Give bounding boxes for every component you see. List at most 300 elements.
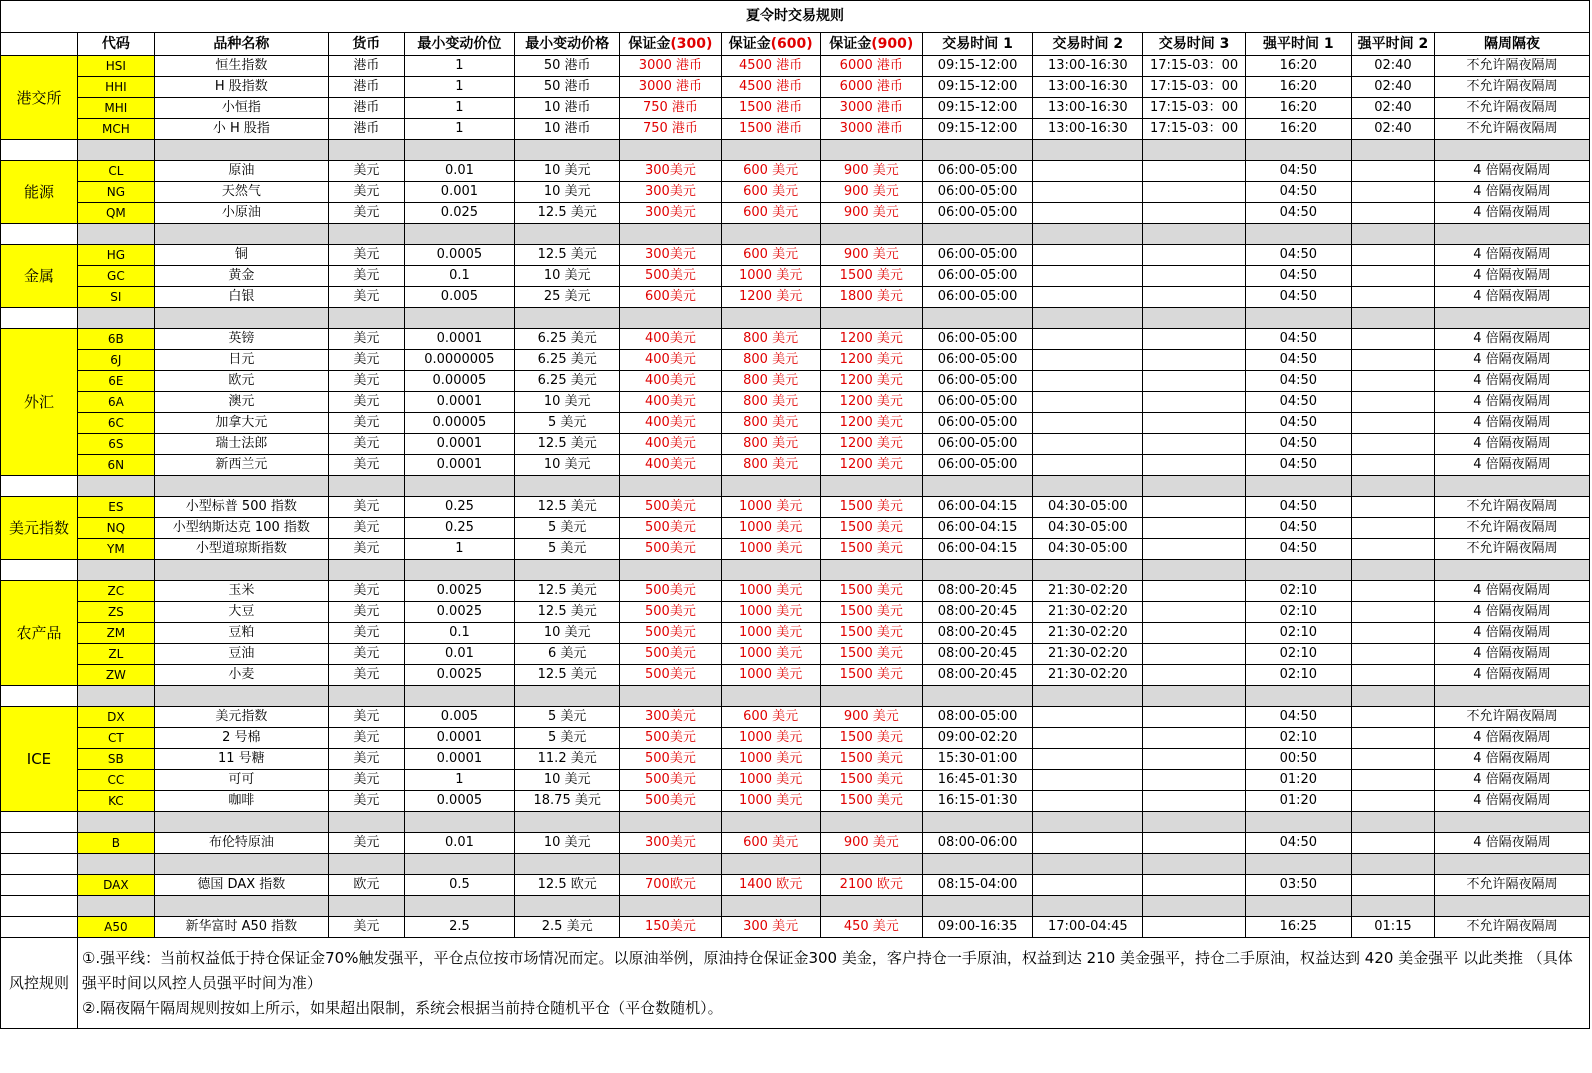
margin-600-cell: 1200 美元: [721, 287, 820, 308]
table-row: [1, 518, 1590, 539]
code-cell: 6J: [77, 350, 154, 371]
separator-cell: [328, 896, 404, 917]
margin-900-cell: 900 美元: [820, 161, 922, 182]
liq-time-2-cell: [1351, 602, 1434, 623]
separator-cell: [1351, 560, 1434, 581]
liq-time-1-cell: 16:25: [1245, 917, 1351, 938]
margin-300-cell: 500美元: [620, 644, 721, 665]
separator-cell: [620, 140, 721, 161]
separator-cell: [328, 476, 404, 497]
margin-300-cell: 400美元: [620, 329, 721, 350]
group-separator: [1, 812, 1590, 833]
separator-cell: [404, 812, 514, 833]
table-row: [1, 413, 1590, 434]
trade-time-2-cell: [1033, 875, 1143, 896]
code-cell: HHI: [77, 77, 154, 98]
trade-time-2-cell: 21:30-02:20: [1033, 581, 1143, 602]
trade-time-1-cell: 06:00-05:00: [922, 245, 1032, 266]
min-tick-price-cell: 25 美元: [515, 287, 620, 308]
group-label: [1, 917, 78, 938]
margin-300-cell: 500美元: [620, 791, 721, 812]
name-cell: 小 H 股指: [154, 119, 328, 140]
liq-time-2-cell: [1351, 707, 1434, 728]
separator-cell: [77, 854, 154, 875]
separator-cell: [77, 224, 154, 245]
separator-cell: [154, 224, 328, 245]
table-row: [1, 392, 1590, 413]
code-cell: CT: [77, 728, 154, 749]
separator-cell: [1434, 812, 1589, 833]
trade-time-3-cell: [1143, 434, 1245, 455]
name-cell: 2 号棉: [154, 728, 328, 749]
overnight-cell: 4 倍隔夜隔周: [1434, 287, 1589, 308]
liq-time-2-cell: 01:15: [1351, 917, 1434, 938]
header-min-tick-price: 最小变动价格: [515, 33, 620, 56]
separator-cell: [404, 854, 514, 875]
separator-cell: [1351, 686, 1434, 707]
liq-time-1-cell: 16:20: [1245, 77, 1351, 98]
margin-900-cell: 1500 美元: [820, 497, 922, 518]
code-cell: 6N: [77, 455, 154, 476]
overnight-cell: 不允许隔夜隔周: [1434, 917, 1589, 938]
currency-cell: 美元: [328, 329, 404, 350]
min-tick-unit-cell: 0.01: [404, 161, 514, 182]
table-row: [1, 98, 1590, 119]
name-cell: 新华富时 A50 指数: [154, 917, 328, 938]
min-tick-price-cell: 10 美元: [515, 161, 620, 182]
margin-300-cell: 500美元: [620, 539, 721, 560]
separator-cell: [77, 308, 154, 329]
table-row: [1, 644, 1590, 665]
header-margin-300-value: (300): [670, 36, 713, 52]
table-row: [1, 728, 1590, 749]
trade-time-1-cell: 08:00-20:45: [922, 602, 1032, 623]
separator-cell: [820, 686, 922, 707]
separator-cell: [328, 140, 404, 161]
margin-600-cell: 1500 港币: [721, 98, 820, 119]
min-tick-price-cell: 10 港币: [515, 119, 620, 140]
margin-300-cell: 500美元: [620, 749, 721, 770]
header-margin-900-label: 保证金: [829, 36, 872, 52]
table-row: [1, 623, 1590, 644]
separator-cell: [620, 308, 721, 329]
group-label: 港交所: [1, 56, 78, 140]
currency-cell: 美元: [328, 350, 404, 371]
separator-cell: [1, 140, 78, 161]
group-label: 农产品: [1, 581, 78, 686]
separator-cell: [1143, 686, 1245, 707]
margin-600-cell: 1000 美元: [721, 602, 820, 623]
liq-time-2-cell: [1351, 497, 1434, 518]
trade-time-1-cell: 09:15-12:00: [922, 56, 1032, 77]
min-tick-price-cell: 50 港币: [515, 77, 620, 98]
code-cell: ZM: [77, 623, 154, 644]
min-tick-price-cell: 5 美元: [515, 518, 620, 539]
group-separator: [1, 854, 1590, 875]
trade-time-3-cell: [1143, 833, 1245, 854]
separator-cell: [77, 812, 154, 833]
trade-time-1-cell: 06:00-05:00: [922, 161, 1032, 182]
trade-time-3-cell: 17:15-03：00: [1143, 98, 1245, 119]
separator-cell: [1245, 686, 1351, 707]
trade-time-3-cell: [1143, 413, 1245, 434]
separator-cell: [1, 224, 78, 245]
separator-cell: [154, 476, 328, 497]
separator-cell: [154, 308, 328, 329]
name-cell: 豆油: [154, 644, 328, 665]
margin-300-cell: 400美元: [620, 350, 721, 371]
liq-time-2-cell: [1351, 749, 1434, 770]
margin-600-cell: 800 美元: [721, 413, 820, 434]
separator-cell: [515, 308, 620, 329]
min-tick-price-cell: 12.5 美元: [515, 665, 620, 686]
trade-time-3-cell: [1143, 770, 1245, 791]
liq-time-1-cell: 16:20: [1245, 119, 1351, 140]
liq-time-2-cell: 02:40: [1351, 119, 1434, 140]
margin-900-cell: 900 美元: [820, 833, 922, 854]
trade-time-3-cell: [1143, 497, 1245, 518]
trade-time-2-cell: [1033, 161, 1143, 182]
overnight-cell: 不允许隔夜隔周: [1434, 875, 1589, 896]
name-cell: 欧元: [154, 371, 328, 392]
code-cell: ZW: [77, 665, 154, 686]
trade-time-3-cell: [1143, 245, 1245, 266]
code-cell: ES: [77, 497, 154, 518]
margin-300-cell: 400美元: [620, 455, 721, 476]
overnight-cell: 4 倍隔夜隔周: [1434, 749, 1589, 770]
margin-600-cell: 300 美元: [721, 917, 820, 938]
margin-900-cell: 1200 美元: [820, 350, 922, 371]
separator-cell: [328, 854, 404, 875]
trade-time-3-cell: [1143, 581, 1245, 602]
overnight-cell: 不允许隔夜隔周: [1434, 119, 1589, 140]
margin-900-cell: 1500 美元: [820, 518, 922, 539]
code-cell: DAX: [77, 875, 154, 896]
trade-time-1-cell: 16:45-01:30: [922, 770, 1032, 791]
separator-cell: [1434, 896, 1589, 917]
separator-cell: [620, 896, 721, 917]
liq-time-1-cell: 04:50: [1245, 182, 1351, 203]
min-tick-unit-cell: 0.0005: [404, 791, 514, 812]
table-row: [1, 497, 1590, 518]
group-separator: [1, 224, 1590, 245]
separator-cell: [404, 686, 514, 707]
code-cell: NQ: [77, 518, 154, 539]
margin-300-cell: 400美元: [620, 413, 721, 434]
trade-time-3-cell: [1143, 392, 1245, 413]
code-cell: 6B: [77, 329, 154, 350]
name-cell: 小原油: [154, 203, 328, 224]
margin-600-cell: 1000 美元: [721, 728, 820, 749]
header-blank: [1, 33, 78, 56]
sheet-title: 夏令时交易规则: [1, 1, 1590, 33]
min-tick-unit-cell: 0.0025: [404, 665, 514, 686]
margin-600-cell: 1000 美元: [721, 623, 820, 644]
liq-time-1-cell: 01:20: [1245, 770, 1351, 791]
min-tick-price-cell: 50 港币: [515, 56, 620, 77]
margin-900-cell: 1500 美元: [820, 728, 922, 749]
table-row: [1, 455, 1590, 476]
separator-cell: [1351, 476, 1434, 497]
table-row: [1, 875, 1590, 896]
min-tick-unit-cell: 0.005: [404, 287, 514, 308]
separator-cell: [820, 476, 922, 497]
margin-300-cell: 300美元: [620, 707, 721, 728]
trade-time-1-cell: 08:15-04:00: [922, 875, 1032, 896]
name-cell: 小型道琼斯指数: [154, 539, 328, 560]
separator-cell: [515, 140, 620, 161]
min-tick-unit-cell: 0.0001: [404, 455, 514, 476]
trade-time-1-cell: 06:00-05:00: [922, 266, 1032, 287]
code-cell: MHI: [77, 98, 154, 119]
margin-300-cell: 500美元: [620, 770, 721, 791]
separator-cell: [77, 896, 154, 917]
separator-cell: [1351, 308, 1434, 329]
trade-time-2-cell: 13:00-16:30: [1033, 119, 1143, 140]
min-tick-unit-cell: 0.1: [404, 623, 514, 644]
overnight-cell: 4 倍隔夜隔周: [1434, 581, 1589, 602]
min-tick-unit-cell: 0.001: [404, 182, 514, 203]
table-row: [1, 161, 1590, 182]
separator-cell: [515, 476, 620, 497]
overnight-cell: 4 倍隔夜隔周: [1434, 665, 1589, 686]
separator-cell: [404, 476, 514, 497]
separator-cell: [1434, 140, 1589, 161]
risk-rules-row: [1, 938, 1590, 1029]
name-cell: 加拿大元: [154, 413, 328, 434]
trade-time-3-cell: [1143, 917, 1245, 938]
overnight-cell: 4 倍隔夜隔周: [1434, 602, 1589, 623]
separator-cell: [1245, 854, 1351, 875]
margin-300-cell: 750 港币: [620, 119, 721, 140]
margin-600-cell: 1000 美元: [721, 497, 820, 518]
separator-cell: [404, 308, 514, 329]
overnight-cell: 不允许隔夜隔周: [1434, 77, 1589, 98]
separator-cell: [1033, 560, 1143, 581]
separator-cell: [1033, 854, 1143, 875]
liq-time-1-cell: 02:10: [1245, 644, 1351, 665]
overnight-cell: 4 倍隔夜隔周: [1434, 245, 1589, 266]
liq-time-2-cell: 02:40: [1351, 98, 1434, 119]
separator-cell: [154, 896, 328, 917]
min-tick-unit-cell: 0.0000005: [404, 350, 514, 371]
code-cell: A50: [77, 917, 154, 938]
separator-cell: [515, 224, 620, 245]
separator-cell: [820, 896, 922, 917]
margin-300-cell: 300美元: [620, 161, 721, 182]
separator-cell: [922, 854, 1032, 875]
code-cell: 6S: [77, 434, 154, 455]
trade-time-1-cell: 08:00-06:00: [922, 833, 1032, 854]
risk-rule-2: ②.隔夜隔午隔周规则按如上所示，如果超出限制，系统会根据当前持仓随机平仓（平仓数随机）。: [81, 998, 723, 1017]
group-label: 外汇: [1, 329, 78, 476]
liq-time-2-cell: [1351, 392, 1434, 413]
trade-time-2-cell: [1033, 182, 1143, 203]
trade-time-2-cell: [1033, 749, 1143, 770]
min-tick-unit-cell: 0.00005: [404, 371, 514, 392]
header-margin-600-label: 保证金: [728, 36, 771, 52]
separator-cell: [154, 854, 328, 875]
currency-cell: 港币: [328, 77, 404, 98]
trade-time-2-cell: [1033, 329, 1143, 350]
trade-time-1-cell: 06:00-05:00: [922, 392, 1032, 413]
header-name: 品种名称: [154, 33, 328, 56]
trade-time-3-cell: [1143, 371, 1245, 392]
min-tick-unit-cell: 0.0001: [404, 329, 514, 350]
currency-cell: 美元: [328, 455, 404, 476]
currency-cell: 港币: [328, 56, 404, 77]
trade-time-2-cell: 04:30-05:00: [1033, 518, 1143, 539]
margin-300-cell: 700欧元: [620, 875, 721, 896]
table-row: [1, 56, 1590, 77]
header-margin-600-value: (600): [770, 36, 813, 52]
name-cell: 英镑: [154, 329, 328, 350]
liq-time-2-cell: 02:40: [1351, 56, 1434, 77]
liq-time-2-cell: [1351, 182, 1434, 203]
name-cell: 白银: [154, 287, 328, 308]
margin-900-cell: 1500 美元: [820, 539, 922, 560]
min-tick-price-cell: 6.25 美元: [515, 329, 620, 350]
separator-cell: [820, 560, 922, 581]
trade-time-2-cell: [1033, 728, 1143, 749]
liq-time-2-cell: [1351, 833, 1434, 854]
margin-300-cell: 400美元: [620, 392, 721, 413]
trade-time-3-cell: [1143, 350, 1245, 371]
margin-900-cell: 1500 美元: [820, 749, 922, 770]
trade-time-1-cell: 06:00-05:00: [922, 203, 1032, 224]
trade-time-2-cell: [1033, 371, 1143, 392]
liq-time-1-cell: 02:10: [1245, 581, 1351, 602]
separator-cell: [721, 308, 820, 329]
margin-300-cell: 500美元: [620, 518, 721, 539]
name-cell: 11 号糖: [154, 749, 328, 770]
separator-cell: [1143, 854, 1245, 875]
currency-cell: 美元: [328, 707, 404, 728]
trade-time-3-cell: 17:15-03：00: [1143, 56, 1245, 77]
code-cell: NG: [77, 182, 154, 203]
liq-time-2-cell: [1351, 329, 1434, 350]
code-cell: B: [77, 833, 154, 854]
liq-time-2-cell: [1351, 350, 1434, 371]
min-tick-unit-cell: 0.005: [404, 707, 514, 728]
separator-cell: [328, 560, 404, 581]
margin-300-cell: 3000 港币: [620, 77, 721, 98]
margin-300-cell: 500美元: [620, 581, 721, 602]
liq-time-1-cell: 04:50: [1245, 707, 1351, 728]
min-tick-unit-cell: 0.0025: [404, 602, 514, 623]
margin-300-cell: 300美元: [620, 203, 721, 224]
separator-cell: [77, 686, 154, 707]
currency-cell: 美元: [328, 182, 404, 203]
min-tick-price-cell: 6.25 美元: [515, 371, 620, 392]
overnight-cell: 4 倍隔夜隔周: [1434, 455, 1589, 476]
liq-time-2-cell: [1351, 455, 1434, 476]
separator-cell: [922, 140, 1032, 161]
trade-time-3-cell: 17:15-03：00: [1143, 119, 1245, 140]
liq-time-2-cell: [1351, 371, 1434, 392]
separator-cell: [77, 560, 154, 581]
separator-cell: [922, 686, 1032, 707]
overnight-cell: 4 倍隔夜隔周: [1434, 728, 1589, 749]
separator-cell: [328, 812, 404, 833]
min-tick-unit-cell: 0.0001: [404, 749, 514, 770]
name-cell: 天然气: [154, 182, 328, 203]
group-separator: [1, 476, 1590, 497]
liq-time-2-cell: [1351, 413, 1434, 434]
overnight-cell: 不允许隔夜隔周: [1434, 98, 1589, 119]
trade-time-3-cell: [1143, 161, 1245, 182]
name-cell: 新西兰元: [154, 455, 328, 476]
code-cell: CL: [77, 161, 154, 182]
separator-cell: [515, 686, 620, 707]
margin-600-cell: 1000 美元: [721, 518, 820, 539]
currency-cell: 美元: [328, 203, 404, 224]
liq-time-2-cell: [1351, 518, 1434, 539]
currency-cell: 美元: [328, 371, 404, 392]
margin-900-cell: 1800 美元: [820, 287, 922, 308]
trade-time-3-cell: [1143, 749, 1245, 770]
liq-time-1-cell: 02:10: [1245, 665, 1351, 686]
trade-time-2-cell: [1033, 287, 1143, 308]
trade-time-2-cell: [1033, 770, 1143, 791]
margin-300-cell: 500美元: [620, 497, 721, 518]
margin-600-cell: 4500 港币: [721, 56, 820, 77]
currency-cell: 美元: [328, 728, 404, 749]
group-label: ICE: [1, 707, 78, 812]
header-trade-time-2: 交易时间 2: [1033, 33, 1143, 56]
margin-600-cell: 600 美元: [721, 203, 820, 224]
separator-cell: [1033, 140, 1143, 161]
margin-300-cell: 600美元: [620, 287, 721, 308]
code-cell: QM: [77, 203, 154, 224]
code-cell: ZS: [77, 602, 154, 623]
name-cell: 大豆: [154, 602, 328, 623]
liq-time-1-cell: 04:50: [1245, 518, 1351, 539]
separator-cell: [1434, 224, 1589, 245]
separator-cell: [328, 686, 404, 707]
group-label: [1, 875, 78, 896]
trade-time-3-cell: [1143, 203, 1245, 224]
group-label: 能源: [1, 161, 78, 224]
table-row: [1, 287, 1590, 308]
margin-900-cell: 1200 美元: [820, 392, 922, 413]
trade-time-2-cell: [1033, 413, 1143, 434]
trade-time-1-cell: 09:15-12:00: [922, 98, 1032, 119]
header-code: 代码: [77, 33, 154, 56]
trade-time-1-cell: 06:00-05:00: [922, 287, 1032, 308]
min-tick-price-cell: 2.5 美元: [515, 917, 620, 938]
min-tick-price-cell: 10 港币: [515, 98, 620, 119]
liq-time-1-cell: 16:20: [1245, 56, 1351, 77]
trade-time-1-cell: 09:00-16:35: [922, 917, 1032, 938]
separator-cell: [620, 476, 721, 497]
table-row: [1, 602, 1590, 623]
separator-cell: [922, 560, 1032, 581]
table-row: [1, 833, 1590, 854]
trade-time-1-cell: 15:30-01:00: [922, 749, 1032, 770]
min-tick-unit-cell: 0.0001: [404, 728, 514, 749]
separator-cell: [922, 896, 1032, 917]
table-row: [1, 581, 1590, 602]
name-cell: 澳元: [154, 392, 328, 413]
overnight-cell: 4 倍隔夜隔周: [1434, 833, 1589, 854]
margin-600-cell: 1000 美元: [721, 749, 820, 770]
margin-900-cell: 1500 美元: [820, 581, 922, 602]
trade-time-3-cell: [1143, 182, 1245, 203]
header-margin-300: [620, 33, 721, 56]
margin-600-cell: 1000 美元: [721, 665, 820, 686]
separator-cell: [515, 854, 620, 875]
